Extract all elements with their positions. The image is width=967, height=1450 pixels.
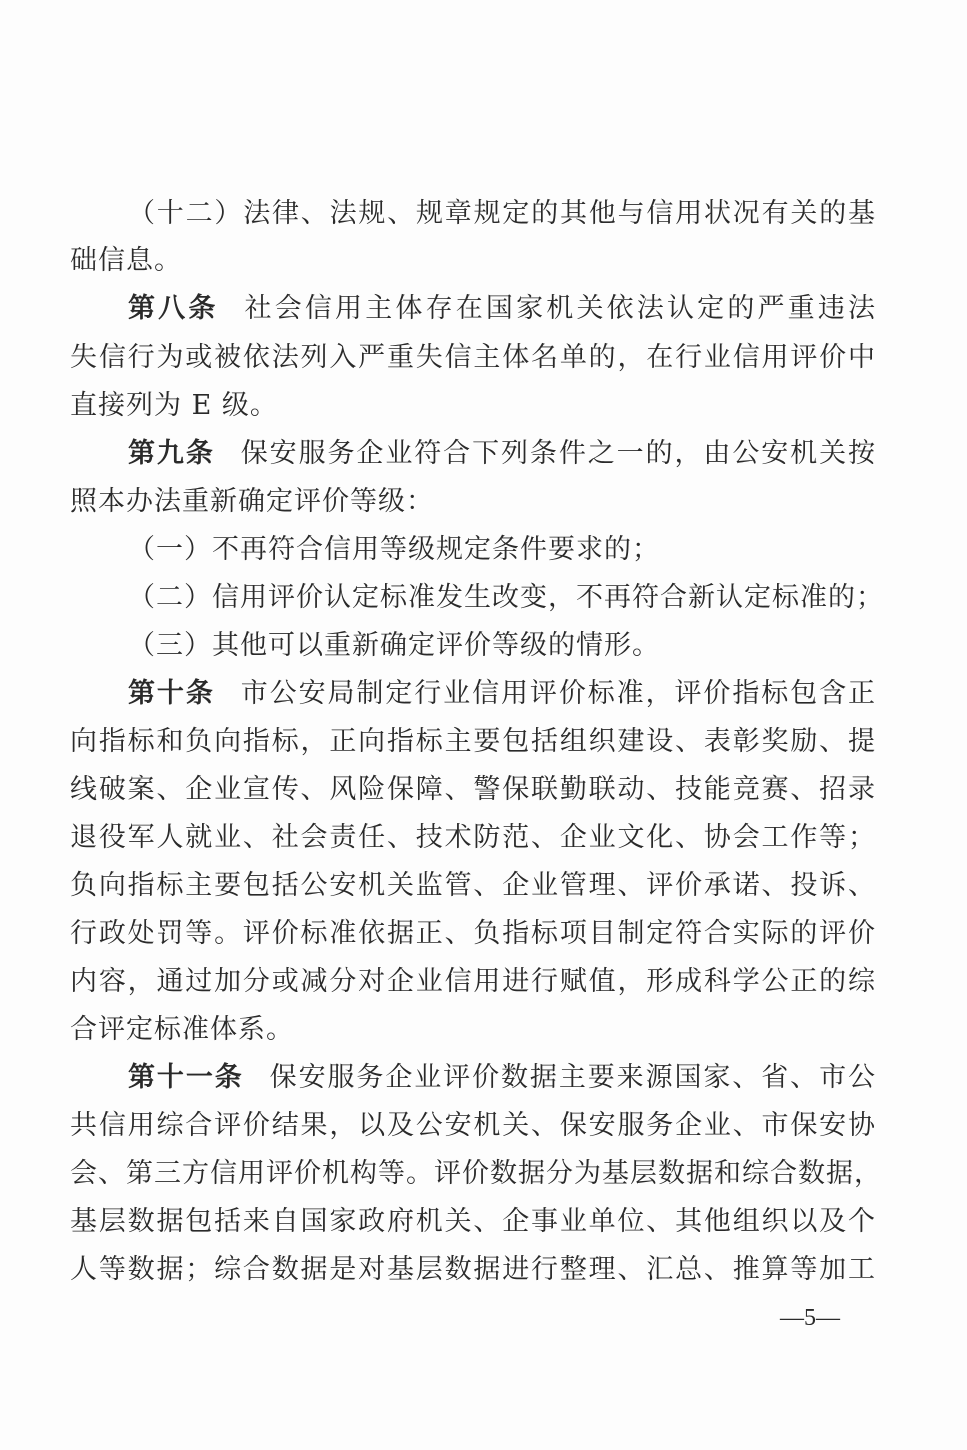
line-text: 共信用综合评价结果，以及公安机关、保安服务企业、市保安协: [70, 1110, 876, 1141]
article-line: [128, 289, 876, 329]
paragraph-line: [70, 962, 876, 1002]
list-item: [128, 530, 876, 570]
line-text: 础信息。: [70, 245, 182, 276]
line-text: （二）信用评价认定标准发生改变，不再符合新认定标准的；: [128, 582, 884, 613]
line-text: 人等数据；综合数据是对基层数据进行整理、汇总、推算等加工: [70, 1254, 876, 1285]
article-11-heading: 第十一条: [128, 1062, 244, 1093]
line-text: 退役军人就业、社会责任、技术防范、企业文化、协会工作等；: [70, 822, 876, 853]
paragraph-line: [70, 770, 876, 810]
paragraph-line: [70, 1106, 876, 1146]
line-text: 市公安局制定行业信用评价标准，评价指标包含正: [240, 678, 876, 709]
line-text: 直接列为 E 级。: [70, 390, 278, 421]
line-text: 合评定标准体系。: [70, 1014, 294, 1045]
article-9-heading: 第九条: [128, 438, 215, 469]
paragraph-line: [70, 482, 876, 522]
line-text: 照本办法重新确定评价等级：: [70, 486, 434, 517]
line-text: 线破案、企业宣传、风险保障、警保联勤联动、技能竞赛、招录: [70, 774, 876, 805]
paragraph-line: [70, 386, 876, 426]
list-item: [128, 578, 884, 618]
paragraph-line: [70, 866, 876, 906]
article-line: [128, 434, 876, 474]
article-line: [128, 674, 876, 714]
paragraph-line: [70, 1202, 876, 1242]
line-text: （一）不再符合信用等级规定条件要求的；: [128, 534, 660, 565]
line-text: 社会信用主体存在国家机关依法认定的严重违法: [244, 293, 877, 324]
paragraph-line: [70, 1010, 876, 1050]
line-text: 会、第三方信用评价机构等。评价数据分为基层数据和综合数据，: [70, 1158, 882, 1189]
article-8-heading: 第八条: [128, 293, 219, 324]
paragraph-line: [70, 1154, 882, 1194]
line-text: 向指标和负向指标，正向指标主要包括组织建设、表彰奖励、提: [70, 726, 876, 757]
line-text: 保安服务企业符合下列条件之一的，由公安机关按: [240, 438, 876, 469]
line-text: （十二）法律、法规、规章规定的其他与信用状况有关的基: [128, 198, 876, 229]
list-item: [128, 626, 876, 666]
paragraph-line: [70, 818, 876, 858]
paragraph-line: [70, 241, 876, 281]
line-text: 基层数据包括来自国家政府机关、企事业单位、其他组织以及个: [70, 1206, 876, 1237]
article-10-heading: 第十条: [128, 678, 215, 709]
paragraph-line: [70, 338, 876, 378]
line-text: 行政处罚等。评价标准依据正、负指标项目制定符合实际的评价: [70, 918, 876, 949]
paragraph-line: [70, 1250, 876, 1290]
line-text: 负向指标主要包括公安机关监管、企业管理、评价承诺、投诉、: [70, 870, 876, 901]
paragraph-line: [70, 722, 876, 762]
line-text: 保安服务企业评价数据主要来源国家、省、市公: [269, 1062, 877, 1093]
line-text: 失信行为或被依法列入严重失信主体名单的，在行业信用评价中: [70, 342, 876, 373]
paragraph-line: [70, 914, 876, 954]
paragraph-line: [128, 194, 876, 234]
article-line: [128, 1058, 876, 1098]
line-text: （三）其他可以重新确定评价等级的情形。: [128, 630, 660, 661]
line-text: 内容，通过加分或减分对企业信用进行赋值，形成科学公正的综: [70, 966, 876, 997]
page-number: —5—: [780, 1305, 840, 1331]
